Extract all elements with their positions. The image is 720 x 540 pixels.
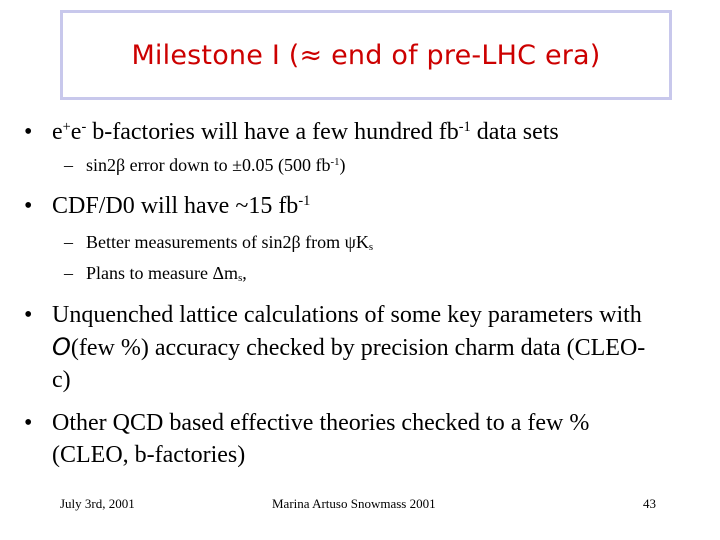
bullet-marker: • bbox=[24, 410, 33, 436]
sub-bullet-1-1-text: sin2β error down to ±0.05 (500 $fb^{-1}$) bbox=[86, 155, 346, 175]
bullet-3-text: Unquenched lattice calculations of some key parameters with O(few %) accuracy checked by precision charm data (CLEO-c) bbox=[52, 302, 646, 393]
bullet-marker: • bbox=[24, 193, 33, 219]
bullet-2-text: CDF/D0 will have ~15 $fb^{-1}$ bbox=[52, 193, 311, 219]
sub-bullet-marker: – bbox=[64, 232, 73, 252]
bullet-marker: • bbox=[24, 119, 33, 145]
footer-page-number: 43 bbox=[643, 496, 656, 511]
bullet-4-text: Other QCD based effective theories checked to a few % (CLEO, b-factories) bbox=[52, 410, 590, 468]
bullet-1-text: e+e- b-factories will have a few hundred $fb^{-1}$ data sets bbox=[52, 119, 559, 145]
sub-bullet-2-1-text: Better measurements of sin2β from $\psi K_s$ bbox=[86, 232, 374, 254]
slide-title: Milestone I (≈ end of pre-LHC era) bbox=[131, 39, 601, 71]
sub-bullet-marker: – bbox=[64, 263, 73, 283]
footer-date: July 3rd, 2001 bbox=[60, 496, 135, 511]
footer-author: Marina Artuso Snowmass 2001 bbox=[272, 496, 436, 511]
sub-bullet-marker: – bbox=[64, 155, 73, 175]
bullet-marker: • bbox=[24, 302, 33, 328]
sub-bullet-2-2-text: Plans to measure $\Delta m_s$, bbox=[86, 263, 247, 285]
title-box bbox=[60, 10, 672, 100]
